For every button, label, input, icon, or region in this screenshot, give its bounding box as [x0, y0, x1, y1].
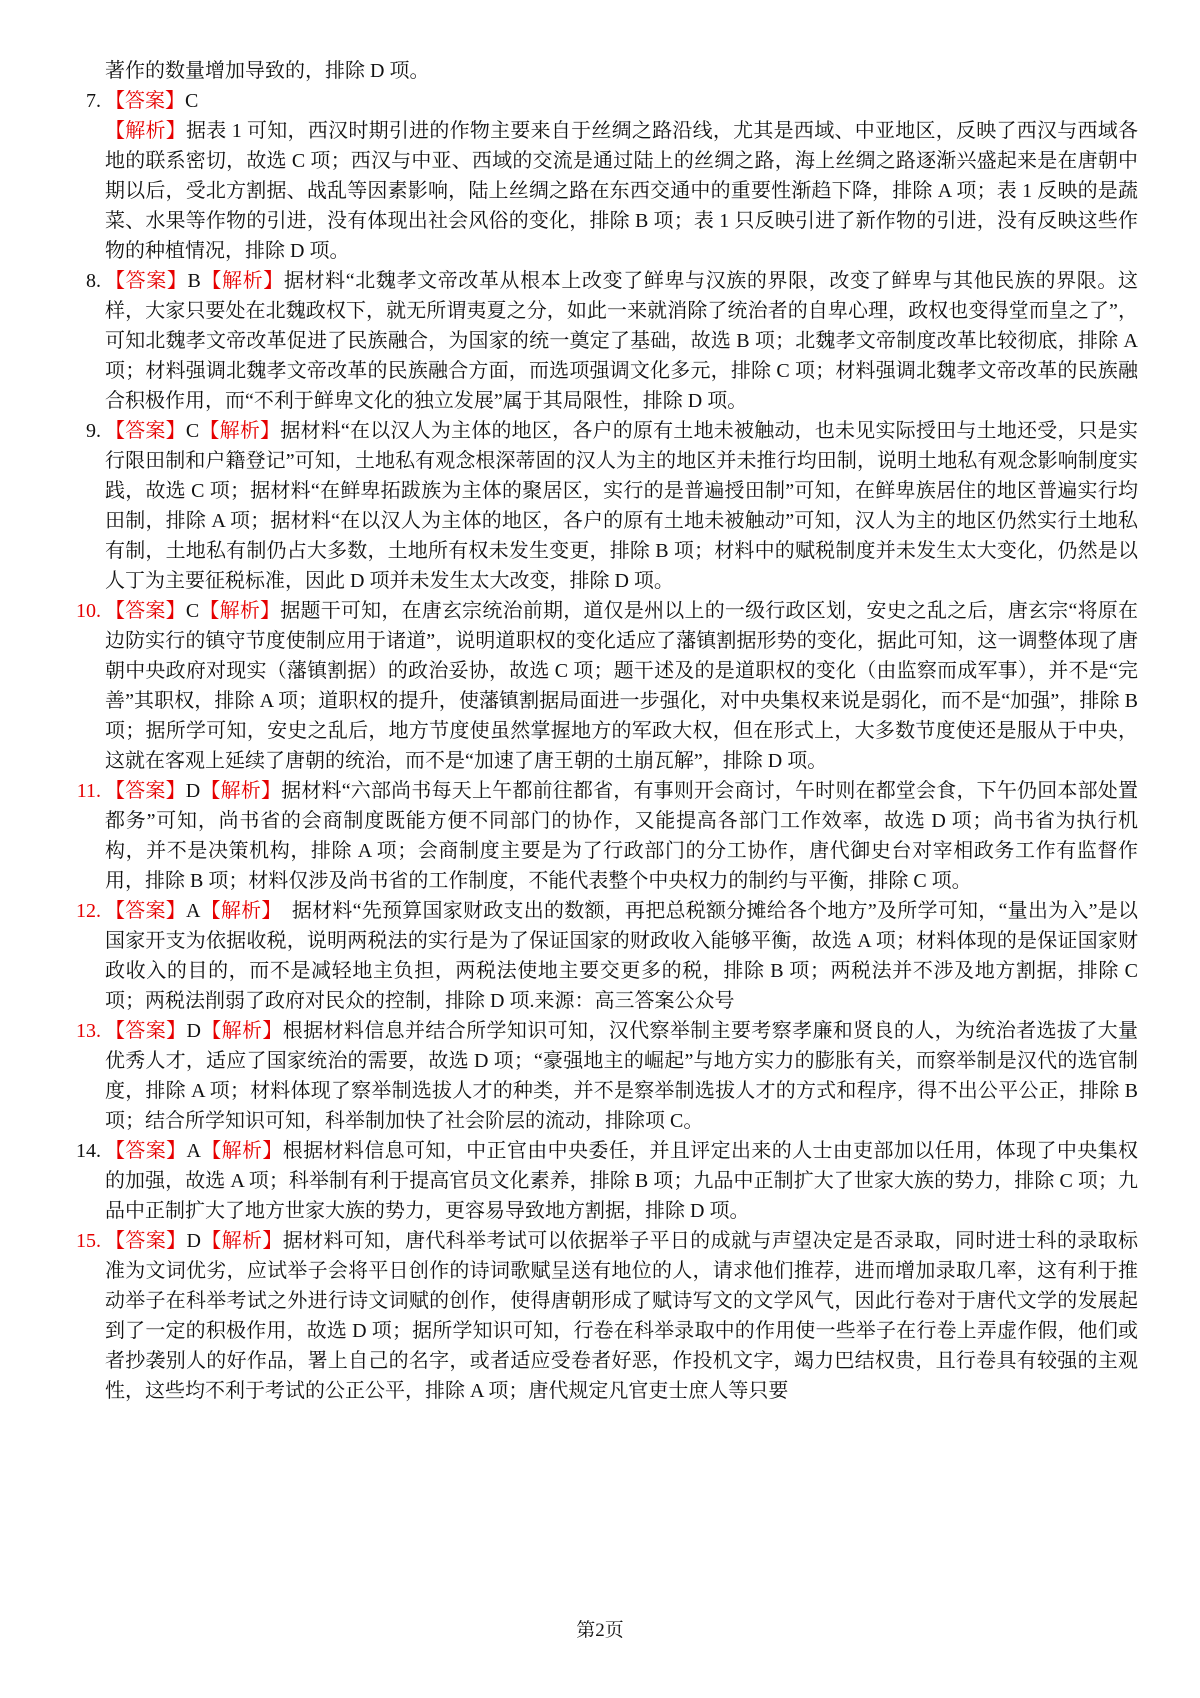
item-number: 10.	[76, 600, 101, 622]
continuation-line: 著作的数量增加导致的，排除 D 项。	[105, 60, 430, 82]
analysis-text: 根据材料信息可知，中正官由中央委任，并且评定出来的人士由吏部加以任用，体现了中央集权的加强，故选 A 项；科举制有利于提高官员文化素养，排除 B 项；九品中正制扩大了世家大族的势力，排除 C 项；九品中正制扩大了地方世家大族的势力，更容易导致地方割据，排除 D 项。	[105, 1140, 1139, 1222]
analysis-text: 根据材料信息并结合所学知识可知，汉代察举制主要考察孝廉和贤良的人，为统治者选拔了大量优秀人才，适应了国家统治的需要，故选 D 项；“豪强地主的崛起”与地方实力的膨胀有关，而察举制是汉代的选官制度，排除 A 项；材料体现了察举制选拔人才的种类，并不是察举制选拔人才的方式和程序，得不出公平公正，排除 B 项；结合所学知识可知，科举制加快了社会阶层的流动，排除项 C。	[105, 1020, 1139, 1132]
answer-label: 【答案】	[105, 780, 186, 802]
item-number: 11.	[76, 780, 101, 802]
answer-item	[60, 1136, 1138, 1226]
answer-label: 【答案】	[105, 600, 186, 622]
answer-item	[60, 896, 1138, 1016]
item-number: 14.	[76, 1140, 101, 1162]
analysis-text: 据材料“六部尚书每天上午都前往都省，有事则开会商讨，午时则在都堂会食，下午仍回本部处置都务”可知，尚书省的会商制度既能方便不同部门的协作，又能提高各部门工作效率，故选 D 项；尚书省为执行机构，并不是决策机构，排除 A 项；会商制度主要是为了行政部门的分工协作，唐代御史台对宰相政务工作有监督作用，排除 B 项；材料仅涉及尚书省的工作制度，不能代表整个中央权力的制约与平衡，排除 C 项。	[105, 780, 1139, 892]
analysis-text: 据题干可知，在唐玄宗统治前期，道仅是州以上的一级行政区划，安史之乱之后，唐玄宗“将原在边防实行的镇守节度使制应用于诸道”，说明道职权的变化适应了藩镇割据形势的变化，据此可知，这一调整体现了唐朝中央政府对现实（藩镇割据）的政治妥协，故选 C 项；题干述及的是道职权的变化（由监察而成军事），并不是“完善”其职权，排除 A 项；道职权的提升，使藩镇割据局面进一步强化，对中央集权来说是弱化，而不是“加强”，排除 B 项；据所学可知，安史之乱后，地方节度使虽然掌握地方的军政大权，但在形式上，大多数节度使还是服从于中央，这就在客观上延续了唐朝的统治，而不是“加速了唐王朝的土崩瓦解”，排除 D 项。	[105, 600, 1139, 772]
answer-letter: A	[186, 1140, 201, 1162]
answer-item	[60, 86, 1138, 266]
answer-letter: A	[185, 900, 201, 922]
answer-label: 【答案】	[105, 420, 186, 442]
analysis-label: 【解析】	[199, 600, 281, 622]
analysis-text: 据材料可知，唐代科举考试可以依据举子平日的成就与声望决定是否录取，同时进士科的录取标准为文词优劣，应试举子会将平日创作的诗词歌赋呈送有地位的人，请求他们推荐，进而增加录取几率，这有利于推动举子在科举考试之外进行诗文词赋的创作，使得唐朝形成了赋诗写文的文学风气，因此行卷对于唐代文学的发展起到了一定的积极作用，故选 D 项；据所学知识可知，行卷在科举录取中的作用使一些举子在行卷上弄虚作假，他们或者抄袭别人的好作品，署上自己的名字，或者适应受卷者好恶，作投机文字，竭力巴结权贵，且行卷具有较强的主观性，这些均不利于考试的公正公平，排除 A 项；唐代规定凡官吏士庶人等只要	[105, 1230, 1139, 1402]
answer-item	[60, 1016, 1138, 1136]
item-number: 8.	[86, 270, 101, 292]
analysis-label: 【解析】	[199, 420, 281, 442]
analysis-text: 据表 1 可知，西汉时期引进的作物主要来自于丝绸之路沿线，尤其是西域、中亚地区，反映了西汉与西域各地的联系密切，故选 C 项；西汉与中亚、西域的交流是通过陆上的丝绸之路，海上丝绸之路逐渐兴盛起来是在唐朝中期以后，受北方割据、战乱等因素影响，陆上丝绸之路在东西交通中的重要性渐趋下降，排除 A 项；表 1 反映的是蔬菜、水果等作物的引进，没有体现出社会风俗的变化，排除 B 项；表 1 只反映引进了新作物的引进，没有反映这些作物的种植情况，排除 D 项。	[105, 120, 1139, 262]
answer-item	[60, 1226, 1138, 1406]
answer-letter: D	[185, 780, 201, 802]
analysis-label: 【解析】	[200, 270, 284, 292]
item-number: 12.	[76, 900, 101, 922]
answer-letter: D	[186, 1020, 201, 1042]
analysis-label: 【解析】	[200, 1230, 283, 1252]
answer-label: 【答案】	[105, 90, 185, 112]
page-number: 第2页	[576, 1620, 624, 1641]
item-number: 7.	[86, 90, 101, 112]
analysis-label: 【解析】	[200, 1140, 283, 1162]
answer-label: 【答案】	[105, 1140, 187, 1162]
answer-item	[60, 776, 1138, 896]
answer-letter: C	[185, 90, 199, 112]
item-number: 9.	[86, 420, 101, 442]
item-number: 15.	[76, 1230, 101, 1252]
answer-key-content	[60, 56, 1138, 1406]
answer-item	[60, 266, 1138, 416]
answer-label: 【答案】	[105, 1020, 187, 1042]
answer-label: 【答案】	[105, 1230, 187, 1252]
analysis-label: 【解析】	[200, 780, 282, 802]
answer-letter: D	[186, 1230, 201, 1252]
analysis-text: 据材料“先预算国家财政支出的数额，再把总税额分摊给各个地方”及所学可知，“量出为入”是以国家开支为依据收税，说明两税法的实行是为了保证国家的财政收入能够平衡，故选 A 项；材料体现的是保证国家财政收入的目的，而不是减轻地主负担，两税法使地主要交更多的税，排除 B 项；两税法并不涉及地方割据，排除 C 项；两税法削弱了政府对民众的控制，排除 D 项.来源：高三答案公众号	[105, 900, 1138, 1012]
answer-item	[60, 596, 1138, 776]
answer-letter: C	[185, 600, 200, 622]
answer-label: 【答案】	[105, 900, 186, 922]
analysis-label: 【解析】	[200, 900, 272, 922]
answer-item	[60, 416, 1138, 596]
answer-letter: C	[185, 420, 200, 442]
answer-letter: B	[187, 270, 201, 292]
analysis-text: 据材料“北魏孝文帝改革从根本上改变了鲜卑与汉族的界限，改变了鲜卑与其他民族的界限。这样，大家只要处在北魏政权下，就无所谓夷夏之分，如此一来就消除了统治者的自卑心理，政权也变得堂而皇之了”，可知北魏孝文帝改革促进了民族融合，为国家的统一奠定了基础，故选 B 项；北魏孝文帝制度改革比较彻底，排除 A 项；材料强调北魏孝文帝改革的民族融合方面，而选项强调文化多元，排除 C 项；材料强调北魏孝文帝改革的民族融合积极作用，而“不利于鲜卑文化的独立发展”属于其局限性，排除 D 项。	[105, 270, 1138, 412]
analysis-label: 【解析】	[105, 120, 187, 142]
analysis-text: 据材料“在以汉人为主体的地区，各户的原有土地未被触动，也未见实际授田与土地还受，只是实行限田制和户籍登记”可知，土地私有观念根深蒂固的汉人为主的地区并未推行均田制，说明土地私有观念影响制度实践，故选 C 项；据材料“在鲜卑拓跋族为主体的聚居区，实行的是普遍授田制”可知，在鲜卑族居住的地区普遍实行均田制，排除 A 项；据材料“在以汉人为主体的地区，各户的原有土地未被触动”可知，汉人为主的地区仍然实行土地私有制，土地私有制仍占大多数，土地所有权未发生变更，排除 B 项；材料中的赋税制度并未发生太大变化，仍然是以人丁为主要征税标准，因此 D 项并未发生太大改变，排除 D 项。	[105, 420, 1139, 592]
answer-items-list	[60, 86, 1138, 1406]
answer-label: 【答案】	[105, 270, 188, 292]
item-number: 13.	[76, 1020, 101, 1042]
analysis-label: 【解析】	[200, 1020, 283, 1042]
